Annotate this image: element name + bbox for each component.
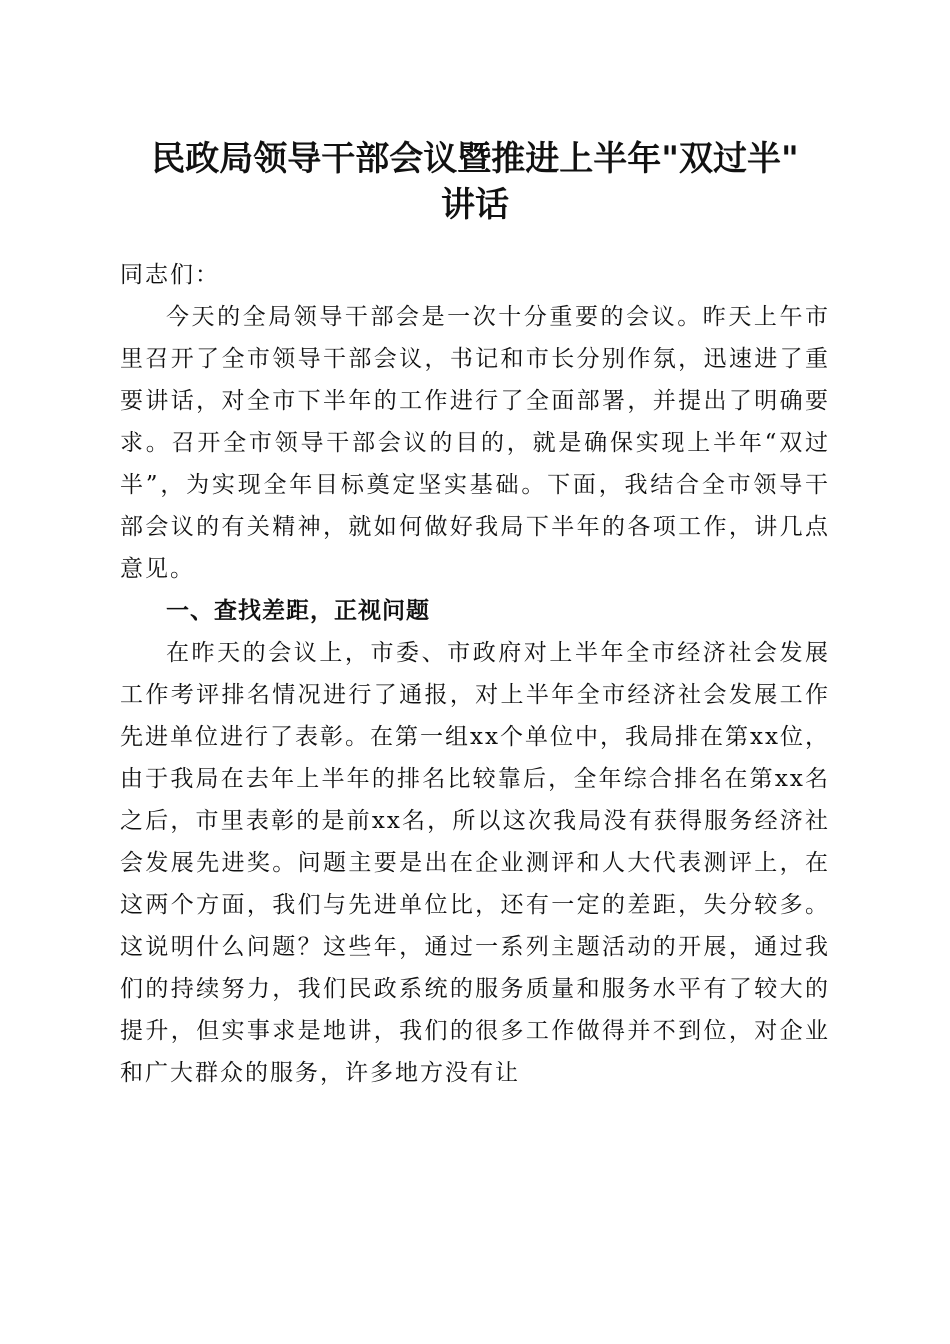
section-heading-1: 一、查找差距，正视问题 bbox=[166, 598, 430, 624]
greeting: 同志们： bbox=[120, 262, 220, 288]
document-title bbox=[110, 136, 840, 228]
title-line-2: 讲话 bbox=[441, 185, 509, 225]
document-body bbox=[120, 254, 830, 1094]
paragraph-section-1: 在昨天的会议上，市委、市政府对上半年全市经济社会发展工作考评排名情况进行了通报，对上半年全市经济社会发展工作先进单位进行了表彰。在第一组xx个单位中，我局排在第xx位，由于我局在去年上半年的排名比较靠后，全年综合排名在第xx名之后，市里表彰的是前xx名，所以这次我局没有获得服务经济社会发展先进奖。问题主要是出在企业测评和人大代表测评上，在这两个方面，我们与先进单位比，还有一定的差距，失分较多。这说明什么问题？这些年，通过一系列主题活动的开展，通过我们的持续努力，我们民政系统的服务质量和服务水平有了较大的提升，但实事求是地讲，我们的很多工作做得并不到位，对企业和广大群众的服务，许多地方没有让 bbox=[120, 640, 830, 1086]
title-line-1: 民政局领导干部会议暨推进上半年"双过半" bbox=[151, 139, 799, 179]
paragraph-opening: 今天的全局领导干部会是一次十分重要的会议。昨天上午市里召开了全市领导干部会议，书记和市长分别作氛，迅速进了重要讲话，对全市下半年的工作进行了全面部署，并提出了明确要求。召开全市领导干部会议的目的，就是确保实现上半年“双过半”，为实现全年目标奠定坚实基础。下面，我结合全市领导干部会议的有关精神，就如何做好我局下半年的各项工作，讲几点意见。 bbox=[120, 304, 830, 582]
